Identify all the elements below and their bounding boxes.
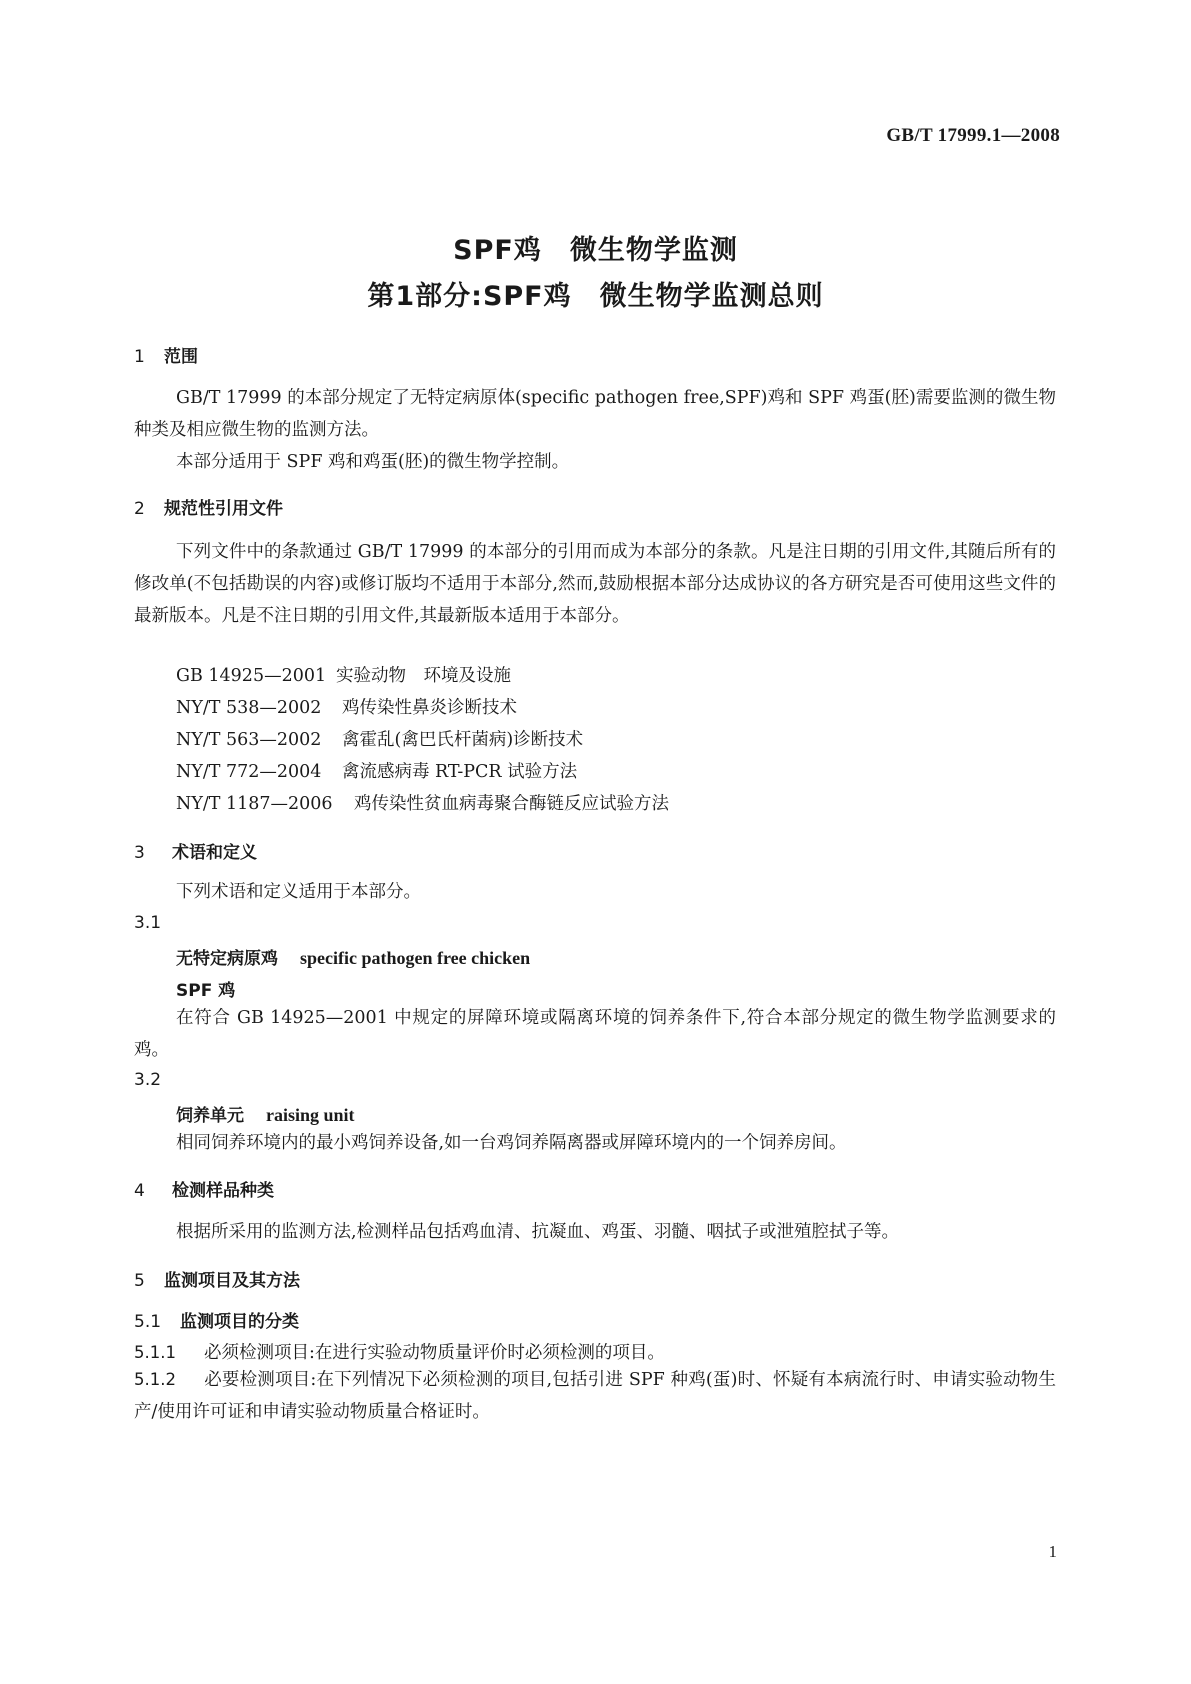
reference-title: 鸡传染性鼻炎诊断技术 [342, 698, 517, 718]
section-number: 5 [134, 1271, 145, 1291]
standard-code: GB/T 17999.1—2008 [886, 125, 1060, 146]
section-title: 术语和定义 [172, 843, 257, 863]
section-number: 2 [134, 499, 145, 519]
term-zh: 无特定病原鸡 [176, 949, 278, 969]
term-heading [176, 1101, 355, 1126]
term-definition: 在符合 GB 14925—2001 中规定的屏障环境或隔离环境的饲养条件下,符合本部分规定的微生物学监测要求的鸡。 [134, 1008, 1056, 1060]
section-4-heading [134, 1176, 274, 1201]
section-2-heading [134, 494, 283, 519]
section-title: 范围 [164, 347, 198, 367]
clause-text: 必须检测项目:在进行实验动物质量评价时必须检测的项目。 [204, 1343, 665, 1363]
term-heading [176, 944, 530, 969]
reference-code: NY/T 538—2002 [176, 698, 322, 718]
subsection-number: 5.1 [134, 1312, 162, 1332]
clause-number: 5.1.1 [134, 1343, 176, 1362]
term-en: specific pathogen free chicken [300, 948, 531, 968]
section-title: 监测项目及其方法 [164, 1271, 300, 1291]
section-3-heading [134, 838, 257, 863]
term-zh: 饲养单元 [176, 1106, 244, 1126]
term-number: 3.1 [134, 913, 162, 933]
reference-item [176, 694, 517, 719]
reference-item [176, 726, 583, 751]
page-number: 1 [1048, 1542, 1057, 1561]
subsection-title: 监测项目的分类 [180, 1312, 299, 1332]
clause-text: 必要检测项目:在下列情况下必须检测的项目,包括引进 SPF 种鸡(蛋)时、怀疑有本病流行时、申请实验动物生产/使用许可证和申请实验动物质量合格证时。 [134, 1370, 1056, 1422]
section-2-paragraph-1: 下列文件中的条款通过 GB/T 17999 的本部分的引用而成为本部分的条款。凡是注日期的引用文件,其随后所有的修改单(不包括勘误的内容)或修订版均不适用于本部分,然而,鼓励根据本部分达成协议的各方研究是否可使用这些文件的最新版本。凡是不注日期的引用文件,其最新版本适用于本部分。 [134, 542, 1056, 626]
section-title: 规范性引用文件 [164, 499, 283, 519]
reference-title: 实验动物 环境及设施 [336, 666, 511, 686]
section-1-paragraph-2: 本部分适用于 SPF 鸡和鸡蛋(胚)的微生物学控制。 [176, 452, 570, 472]
reference-title: 禽流感病毒 RT-PCR 试验方法 [342, 762, 578, 782]
subsection-5-1-heading [134, 1307, 299, 1332]
clause-5-1-1 [134, 1339, 665, 1364]
section-title: 检测样品种类 [172, 1181, 274, 1201]
section-1-paragraph-1: GB/T 17999 的本部分规定了无特定病原体(specific pathogen free,SPF)鸡和 SPF 鸡蛋(胚)需要监测的微生物种类及相应微生物的监测方法。 [134, 388, 1056, 440]
section-number: 4 [134, 1181, 145, 1201]
reference-item [176, 790, 669, 815]
reference-code: NY/T 772—2004 [176, 762, 322, 782]
term-number: 3.2 [134, 1070, 162, 1090]
reference-title: 鸡传染性贫血病毒聚合酶链反应试验方法 [354, 794, 669, 814]
clause-number: 5.1.2 [134, 1370, 176, 1389]
section-4-paragraph-1: 根据所采用的监测方法,检测样品包括鸡血清、抗凝血、鸡蛋、羽髓、咽拭子或泄殖腔拭子等。 [176, 1222, 900, 1242]
reference-code: GB 14925—2001 [176, 666, 327, 686]
reference-code: NY/T 1187—2006 [176, 794, 333, 814]
reference-item [176, 662, 511, 687]
section-1-heading [134, 342, 198, 367]
term-definition: 相同饲养环境内的最小鸡饲养设备,如一台鸡饲养隔离器或屏障环境内的一个饲养房间。 [176, 1133, 847, 1153]
section-number: 3 [134, 843, 145, 863]
section-3-paragraph-1: 下列术语和定义适用于本部分。 [176, 882, 421, 902]
reference-title: 禽霍乱(禽巴氏杆菌病)诊断技术 [342, 730, 584, 750]
title-line-1: SPF鸡 微生物学监测 [453, 235, 738, 266]
term-abbreviation: SPF 鸡 [176, 981, 236, 1001]
term-en: raising unit [266, 1105, 355, 1125]
reference-code: NY/T 563—2002 [176, 730, 322, 750]
section-5-heading [134, 1266, 300, 1291]
title-line-2: 第1部分:SPF鸡 微生物学监测总则 [367, 281, 824, 312]
reference-item [176, 758, 577, 783]
clause-5-1-2 [134, 1364, 1056, 1428]
section-number: 1 [134, 347, 145, 367]
